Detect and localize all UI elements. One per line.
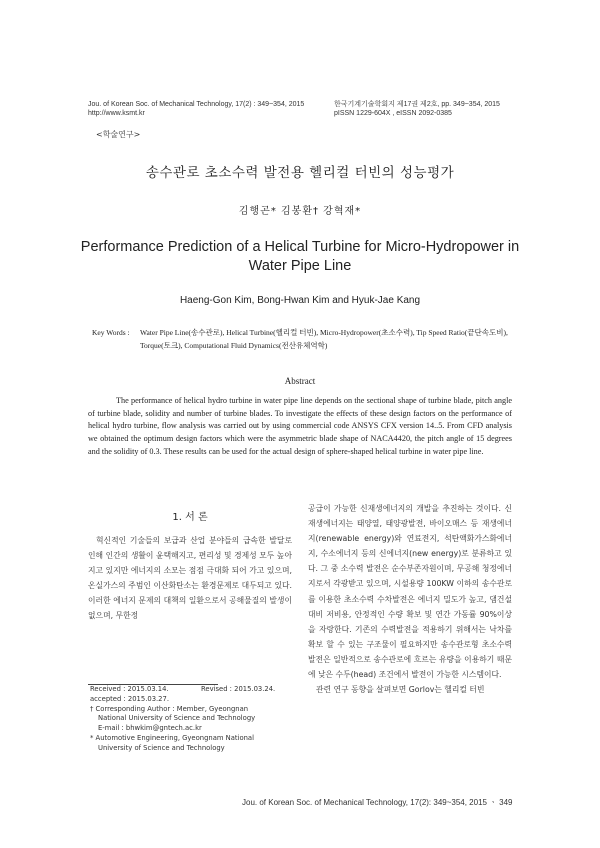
intro-right-column bbox=[308, 501, 512, 697]
journal-citation-korean: 한국기계기술학회지 제17권 제2호, pp. 349~354, 2015 bbox=[334, 101, 500, 108]
intro-paragraph-1: 공급이 가능한 신재생에너지의 개발을 추진하는 것이다. 신 재생에너지는 태양열, 태양광발전, 바이오매스 등 재생에너지(renewable energy)와 연료전지, 석탄액화가스화에너지, 수소에너지 등의 신에너지(new energy)로 분류하고 있다. 그 중 소수력 발전은 순수부존자원이며, 무공해 청정에너지로서 각광받고 있으며, 시설용량 100KW 이하의 송수관로를 이용한 초소수력 수차발전은 에너지 밀도가 높고, 댐건설 대비 저비용, 안정적인 수량 확보 및 연간 가동률 90%이상을 자랑한다. 기존의 수력발전을 적용하기 위해서는 낙차를 확보 할 수 있는 구조물이 필요하지만 송수관로형 초소수력 발전은 일반적으로 송수관로에 흐르는 유량을 이용하기 때문에 낮은 수두(head) 조건에서 발전이 가능한 시스템이다. bbox=[308, 504, 512, 680]
corresponding-affiliation: National University of Science and Technology bbox=[98, 714, 256, 723]
keywords-text: Water Pipe Line(송수관로), Helical Turbine(헬리컬 터빈), Micro-Hydropower(초소수력), Tip Speed Ratio(끝단속도비), Torque(토크), Computational Fluid Dynamics(전산유체역학) bbox=[140, 328, 508, 350]
coauthor-affiliation: * Automotive Engineering, Gyeongnam National bbox=[90, 733, 254, 742]
authors-korean: 김행곤* 김봉환† 강혁재* bbox=[238, 206, 362, 217]
coauthor-affiliation-2: University of Science and Technology bbox=[98, 743, 225, 752]
footnotes bbox=[90, 685, 300, 754]
journal-citation-left bbox=[88, 100, 304, 118]
received-dates bbox=[90, 685, 300, 695]
revised-date: Revised : 2015.03.24. bbox=[200, 685, 276, 693]
corresponding-author: † Corresponding Author : Member, Gyeongnan bbox=[90, 704, 249, 713]
abstract-heading: Abstract bbox=[284, 376, 316, 386]
keywords bbox=[92, 326, 532, 352]
keywords-label: Key Words : bbox=[92, 328, 130, 337]
issn: pISSN 1229-604X , eISSN 2092-0385 bbox=[334, 110, 452, 117]
abstract-text: The performance of helical hydro turbine in water pipe line depends on the sectional shape of turbine blade, pitch angle of turbine blade, solidity and number of turbine blades. To investigate the effects of these design factors on the performance of helical hydro turbine, flow analysis was carried out by using commercial code ANSYS CFX version 14..5. From CFD analysis we obtained the optimum design factors which were the asymmetric blade shape of NACA4420, the pitch angle of 15 degrees and the solidity of 0.3. These results can be used for the actual design of sphere-shaped helical turbine in water pipe line. bbox=[88, 396, 512, 456]
article-category: <학술연구> bbox=[96, 130, 141, 139]
journal-citation: Jou. of Korean Soc. of Mechanical Technology, 17(2) : 349~354, 2015 bbox=[88, 101, 305, 108]
page-footer: Jou. of Korean Soc. of Mechanical Technology, 17(2): 349~354, 2015 ㆍ 349 bbox=[242, 798, 513, 807]
accepted-date: accepted : 2015.03.27. bbox=[90, 694, 169, 703]
section-heading: 1. 서 론 bbox=[172, 512, 208, 523]
journal-url: http://www.ksmt.kr bbox=[88, 110, 145, 117]
title-english: Performance Prediction of a Helical Turbine for Micro-Hydropower in Water Pipe Line bbox=[80, 239, 520, 274]
received-date: Received : 2015.03.14. bbox=[90, 685, 169, 693]
title-korean: 송수관로 초소수력 발전용 헬리컬 터빈의 성능평가 bbox=[145, 165, 455, 181]
email: E-mail : bhwkim@gntech.ac.kr bbox=[98, 724, 202, 733]
authors-english: Haeng-Gon Kim, Bong-Hwan Kim and Hyuk-Jae Kang bbox=[179, 295, 421, 306]
intro-paragraph-2: 관련 연구 동향을 살펴보면 Gorlov는 헬리컬 터빈 bbox=[316, 685, 485, 695]
intro-left-column: 혁신적인 기술들의 보급과 산업 분야들의 급속한 발달로 인해 인간의 생활이 윤택해지고, 편리성 및 경제성 모두 높아지고 있지만 에너지의 소모는 점점 극대화 되어 가고 있으며, 온실가스의 주범인 이산화탄소는 환경문제로 대두되고 있다. 이러한 에너지 문제의 대책의 일환으로서 공해물질의 발생이 없으며, 무한정 bbox=[88, 536, 292, 621]
journal-citation-right bbox=[334, 100, 500, 118]
